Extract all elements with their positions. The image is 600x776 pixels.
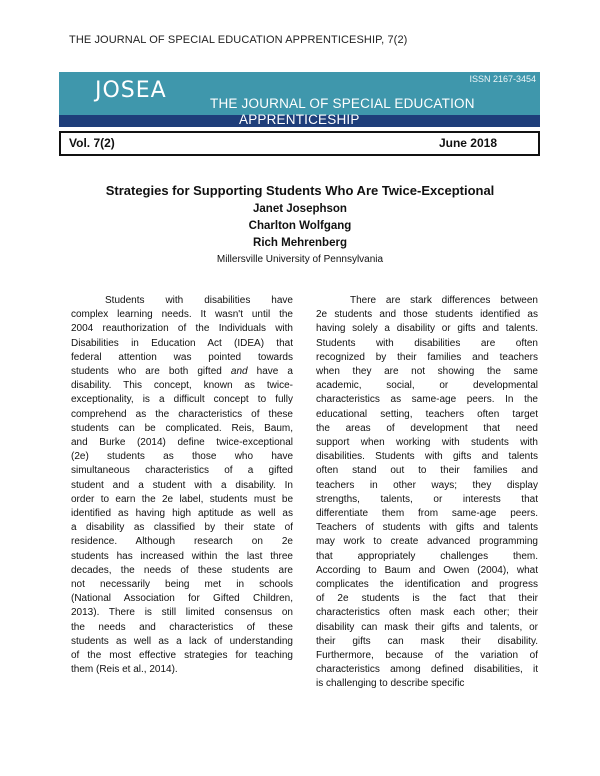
paragraph-line: complex learning needs. It wasn't until the xyxy=(71,309,293,321)
issue-date: June 2018 xyxy=(438,136,497,150)
paragraph-line: According to Baum and Owen (2004), what xyxy=(316,564,538,576)
paragraph-line: having solely a disability or gifts and talents. xyxy=(316,323,538,335)
paragraph-line: exceptionality, is a difficult concept to fully xyxy=(71,394,293,406)
paragraph-line: 2004 reauthorization of the Individuals with xyxy=(71,323,293,335)
author-name: Charlton Wolfgang xyxy=(248,220,352,232)
paragraph-line: of 2e students is the fact that their xyxy=(316,593,538,605)
paragraph-line: student and a student with a disability. In xyxy=(71,479,293,491)
paragraph-line: 2013). There is still limited consensus on xyxy=(71,607,293,619)
paragraph-line: teachers in other ways; they display xyxy=(316,479,538,491)
paragraph-line: that appropriately challenges them. xyxy=(316,550,538,562)
paragraph-line: There are stark differences between xyxy=(350,295,538,306)
issn: ISSN 2167-3454 xyxy=(469,74,536,84)
paragraph-line: differentiate them from same-age peers. xyxy=(316,508,538,520)
paragraph-line: of the most effective strategies for teaching xyxy=(71,650,293,662)
body-column-right xyxy=(316,294,538,692)
journal-title-line1: THE JOURNAL OF SPECIAL EDUCATION xyxy=(210,96,475,111)
paragraph-line: comprehend as the characteristics of these xyxy=(71,408,293,420)
paragraph-line: support when working with students with xyxy=(316,437,538,449)
paragraph-line: Furthermore, because of the variation of xyxy=(316,650,538,662)
paragraph-line: recognized by their families and teachers xyxy=(316,351,538,363)
paragraph-line: federal attention was pointed towards xyxy=(71,351,293,363)
paragraph-line: simultaneous characteristics of a gifted xyxy=(71,465,293,477)
paragraph-line: identified as having high aptitude as well as xyxy=(71,508,293,520)
paragraph-line: (2e) students as those who have xyxy=(71,451,293,463)
paragraph-line: Teachers of students with gifts and talents xyxy=(316,522,538,534)
paragraph-line: not necessarily being met in schools xyxy=(71,579,293,591)
paragraph-line: students has increased within the last three xyxy=(71,550,293,562)
paragraph-line: the needs and characteristics of these xyxy=(71,621,293,633)
paragraph-line: Students with disabilities have xyxy=(105,295,293,306)
paragraph-line: decades, the needs of these students are xyxy=(71,564,293,576)
paragraph-line: academic, social, or developmental xyxy=(316,380,538,392)
paragraph-line: students who are both gifted and have a xyxy=(71,366,293,378)
author-name: Rich Mehrenberg xyxy=(253,237,347,249)
paragraph-line: characteristics often mask each other; their xyxy=(316,607,538,619)
paragraph-line: complicates the identification and progress xyxy=(316,579,538,591)
paragraph-line: residence. Although research on 2e xyxy=(71,536,293,548)
journal-banner xyxy=(59,72,540,127)
paragraph-line: characteristics among defined disabilities, it xyxy=(316,664,538,676)
paragraph-line: and Burke (2014) define twice-exceptional xyxy=(71,437,293,449)
paragraph-line: disability. This concept, known as twice- xyxy=(71,380,293,392)
paragraph-line: their gifts can mask their disability. xyxy=(316,635,538,647)
journal-logo: JOSEA xyxy=(95,78,167,103)
paragraph-line: Disabilities in Education Act (IDEA) that xyxy=(71,337,293,349)
paragraph-line: disabilities. Students with gifts and talents xyxy=(316,451,538,463)
journal-title-line2: APPRENTICESHIP xyxy=(239,112,360,127)
running-header: THE JOURNAL OF SPECIAL EDUCATION APPRENTICESHIP, 7(2) xyxy=(69,34,408,46)
paragraph-line: 2e students and those students identified as xyxy=(316,309,538,321)
paragraph-line: educational setting, teachers often target xyxy=(316,408,538,420)
volume-label: Vol. 7(2) xyxy=(69,136,115,150)
paragraph-line: when they are not showing the same xyxy=(316,366,538,378)
volume-bar xyxy=(59,131,540,156)
article-title: Strategies for Supporting Students Who Are Twice-Exceptional xyxy=(105,183,495,198)
paragraph-line: often stand out to their families and xyxy=(316,465,538,477)
paragraph-line: may work to create advanced programming xyxy=(316,536,538,548)
author-name: Janet Josephson xyxy=(253,203,347,215)
paragraph-line: strengths, talents, or interests that xyxy=(316,493,538,505)
paragraph-line: order to earn the 2e label, students must be xyxy=(71,493,293,505)
body-column-left xyxy=(71,294,293,677)
paragraph-line: a disability as classified by their state of xyxy=(71,522,293,534)
paragraph-line: disability can mask their gifts and talents, or xyxy=(316,621,538,633)
paragraph-line: (National Association for Gifted Children, xyxy=(71,593,293,605)
paragraph-line: is challenging to describe specific xyxy=(316,678,465,690)
paragraph-line: Students with disabilities are often xyxy=(316,337,538,349)
paragraph-line: them (Reis et al., 2014). xyxy=(71,664,178,676)
paragraph-line: students can be complicated. Reis, Baum, xyxy=(71,422,293,434)
affiliation: Millersville University of Pennsylvania xyxy=(216,254,384,265)
paragraph-line: students as well as a lack of understanding xyxy=(71,635,293,647)
paragraph-line: the areas of development that need xyxy=(316,422,538,434)
paragraph-line: characteristics as same-age peers. In the xyxy=(316,394,538,406)
